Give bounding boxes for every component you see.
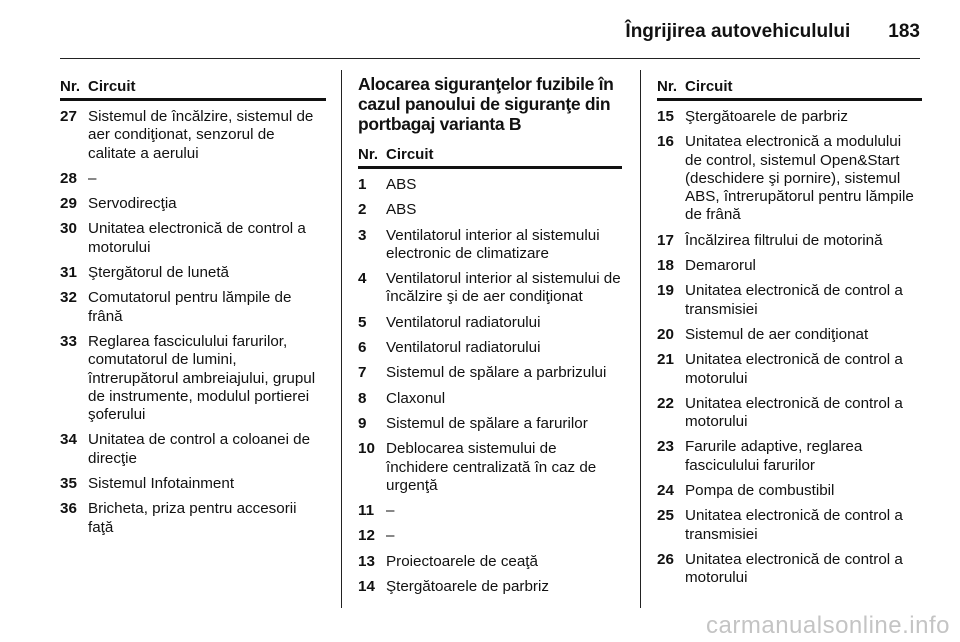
fuse-number: 20 [657, 325, 674, 343]
fuse-number: 14 [358, 578, 375, 596]
fuse-number: 6 [358, 339, 367, 357]
fuse-number: 17 [657, 231, 674, 249]
circuit-description: Unitatea electronică de control a transmisiei [685, 507, 903, 543]
table-row [358, 364, 622, 382]
column-header-circuit: Circuit [386, 146, 434, 163]
watermark: carmanualsonline.info [706, 612, 950, 639]
circuit-description: Pompa de combustibil [685, 482, 835, 500]
circuit-description: Încălzirea filtrului de motorină [685, 231, 883, 249]
fuse-number: 12 [358, 527, 375, 545]
circuit-description: Sistemul de spălare a parbrizului [386, 364, 607, 382]
fuse-number: 35 [60, 475, 77, 493]
table-row [60, 220, 326, 257]
table-body [358, 176, 622, 596]
table-row [358, 527, 622, 545]
fuse-number: 31 [60, 264, 77, 282]
table-header [358, 146, 622, 169]
fuse-number: 32 [60, 289, 77, 307]
table-row [60, 170, 326, 188]
circuit-description: Ventilatorul interior al sistemului electronic de climatizare [386, 226, 600, 262]
fuse-number: 28 [60, 169, 77, 187]
circuit-description: ABS [386, 176, 417, 193]
fuse-number: 4 [358, 270, 367, 288]
column-header-circuit: Circuit [88, 78, 136, 95]
circuit-description: Unitatea electronică a modulului de control, sistemul Open&Start (deschidere şi pornire), sistemul ABS, întrerupătorul pentru lămpile de frână [685, 133, 914, 224]
fuse-number: 36 [60, 500, 77, 518]
table-row [657, 551, 922, 588]
table-row [657, 482, 922, 500]
table-row [60, 264, 326, 282]
column-header-nr: Nr. [657, 78, 678, 95]
fuse-number: 21 [657, 351, 674, 369]
table-row [358, 415, 622, 433]
table-row [657, 507, 922, 544]
fuse-number: 34 [60, 431, 77, 449]
table-row [358, 314, 622, 332]
table-row [657, 232, 922, 250]
circuit-description: Unitatea electronică de control a motorului [685, 351, 903, 387]
fuse-number: 29 [60, 195, 77, 213]
circuit-description: – [88, 169, 97, 187]
table-row [60, 475, 326, 493]
page-header [0, 14, 920, 50]
circuit-description: Ventilatorul interior al sistemului de încălzire şi de aer condiţionat [386, 270, 621, 306]
table-row [358, 502, 622, 520]
fuse-number: 7 [358, 364, 367, 382]
page-number: 183 [888, 21, 920, 42]
column-header-nr: Nr. [60, 78, 81, 95]
fuse-number: 24 [657, 482, 674, 500]
table-row [358, 578, 622, 596]
table-row [60, 333, 326, 424]
circuit-description: Sistemul de aer condiţionat [685, 325, 869, 343]
table-row [358, 440, 622, 495]
fuse-number: 22 [657, 394, 674, 412]
fuse-number: 8 [358, 389, 367, 407]
fuse-number: 18 [657, 257, 674, 275]
table-row [60, 289, 326, 326]
circuit-description: Ştergătoarele de parbriz [386, 578, 549, 596]
table-row [358, 201, 622, 219]
table-row [60, 195, 326, 213]
column-divider [640, 70, 641, 608]
section-title: Alocarea siguranţelor fuzibile în cazul panoului de siguranţe din portbagaj varianta B [358, 74, 614, 134]
table-row [358, 339, 622, 357]
fuse-table-variant-b [358, 74, 622, 603]
column-divider [341, 70, 342, 608]
fuse-number: 2 [358, 201, 367, 219]
fuse-number: 23 [657, 438, 674, 456]
circuit-description: Ventilatorul radiatorului [386, 339, 541, 357]
circuit-description: Farurile adaptive, reglarea fasciculului farurilor [685, 438, 863, 474]
circuit-description: Sistemul de spălare a farurilor [386, 414, 588, 432]
column-header-nr: Nr. [358, 146, 379, 163]
fuse-number: 1 [358, 176, 367, 193]
table-row [358, 227, 622, 264]
circuit-description: Unitatea electronică de control a motorului [685, 550, 903, 587]
table-row [657, 282, 922, 319]
table-row [358, 553, 622, 571]
table-header [60, 78, 326, 101]
circuit-description: Servodirecţia [88, 195, 177, 213]
fuse-number: 11 [358, 502, 375, 520]
circuit-description: Unitatea electronică de control a motorului [88, 220, 306, 256]
table-row [657, 351, 922, 388]
table-row [60, 500, 326, 537]
circuit-description: Reglarea fasciculului farurilor, comutatorul de lumini, întrerupătorul ambreiajului, grupul de instrumente, modulul portierei şoferului [88, 332, 316, 424]
table-row [358, 390, 622, 408]
table-row [358, 176, 622, 194]
fuse-number: 16 [657, 133, 674, 151]
table-body [657, 108, 922, 588]
circuit-description: Ştergătoarele de parbriz [685, 108, 848, 125]
circuit-description: Bricheta, priza pentru accesorii faţă [88, 500, 297, 536]
circuit-description: ABS [386, 201, 417, 219]
table-row [657, 326, 922, 344]
fuse-number: 26 [657, 550, 674, 568]
header-divider [60, 58, 920, 59]
circuit-description: – [386, 527, 395, 545]
fuse-number: 5 [358, 313, 367, 331]
fuse-number: 3 [358, 226, 367, 244]
fuse-table-variant-b-continued [657, 78, 922, 595]
fuse-number: 33 [60, 332, 77, 350]
fuse-number: 13 [358, 552, 375, 570]
table-row [657, 257, 922, 275]
table-row [657, 395, 922, 432]
table-row [657, 133, 922, 224]
table-body [60, 108, 326, 537]
column-header-circuit: Circuit [685, 78, 733, 95]
fuse-number: 19 [657, 282, 674, 300]
circuit-description: Demarorul [685, 257, 756, 275]
circuit-description: Unitatea de control a coloanei de direcţie [88, 431, 311, 467]
circuit-description: Unitatea electronică de control a motorului [685, 394, 903, 431]
fuse-number: 10 [358, 440, 375, 458]
fuse-table-continued [60, 78, 326, 544]
circuit-description: Sistemul Infotainment [88, 475, 235, 493]
fuse-number: 25 [657, 507, 674, 525]
circuit-description: Ştergătorul de lunetă [88, 264, 230, 282]
circuit-description: Comutatorul pentru lămpile de frână [88, 289, 292, 325]
page-title: Îngrijirea autovehiculului [625, 21, 851, 42]
table-row [657, 108, 922, 126]
fuse-number: 30 [60, 220, 77, 238]
circuit-description: Sistemul de încălzire, sistemul de aer condiţionat, senzorul de calitate a aerului [88, 108, 314, 162]
fuse-number: 27 [60, 108, 77, 125]
table-row [60, 431, 326, 468]
table-row [657, 438, 922, 475]
circuit-description: Proiectoarele de ceaţă [386, 552, 538, 570]
circuit-description: Unitatea electronică de control a transmisiei [685, 282, 903, 318]
circuit-description: Deblocarea sistemului de închidere centralizată în caz de urgenţă [386, 440, 597, 494]
fuse-number: 15 [657, 108, 674, 125]
table-header [657, 78, 922, 101]
circuit-description: Claxonul [386, 389, 446, 407]
circuit-description: Ventilatorul radiatorului [386, 313, 541, 331]
fuse-number: 9 [358, 414, 367, 432]
table-row [60, 108, 326, 163]
table-row [358, 270, 622, 307]
circuit-description: – [386, 502, 395, 520]
